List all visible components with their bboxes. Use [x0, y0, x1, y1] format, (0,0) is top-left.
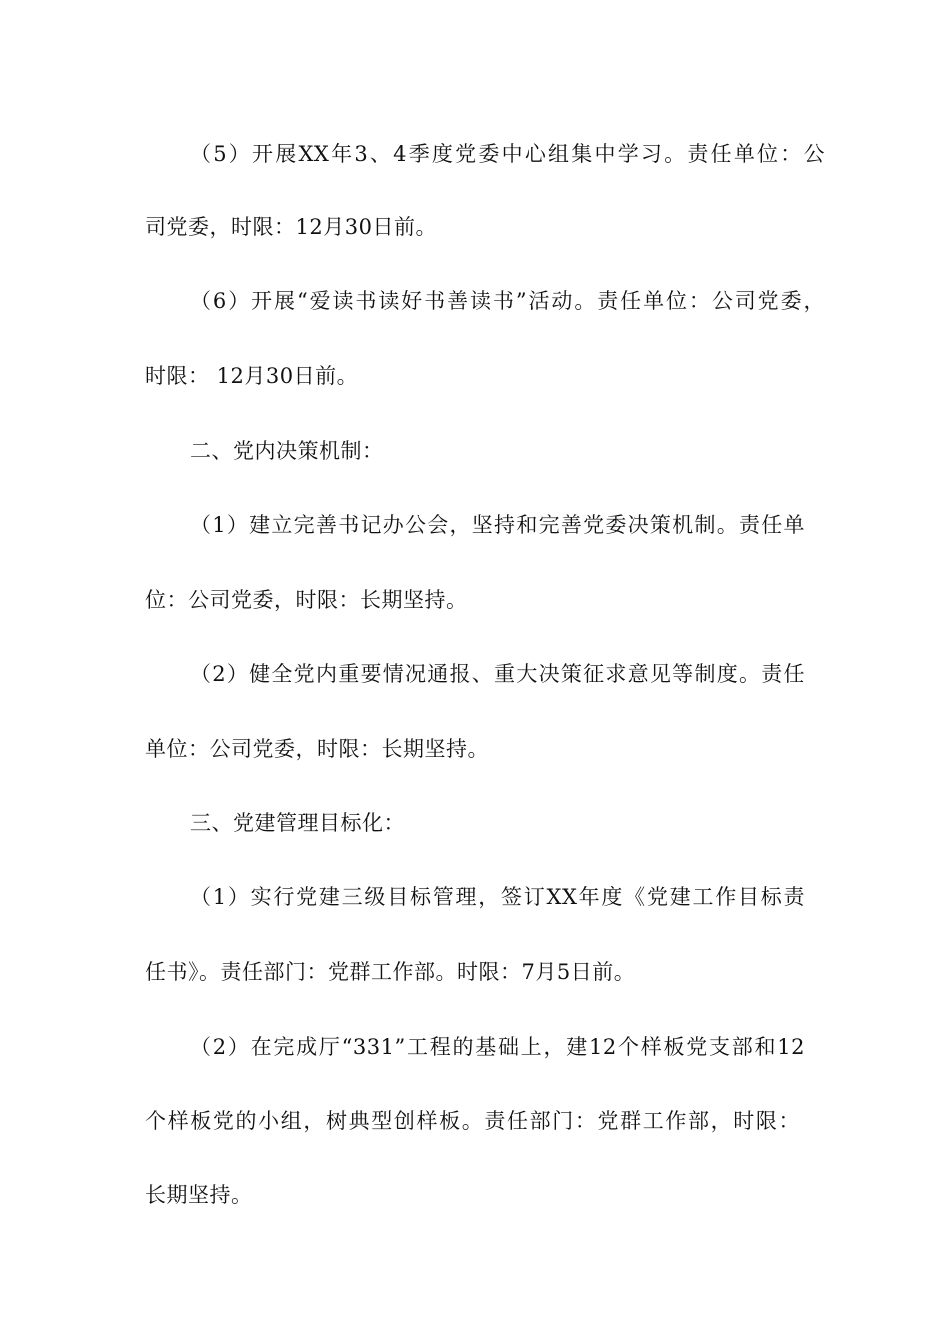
- paragraph-line: （2）健全党内重要情况通报、重大决策征求意见等制度。责任: [190, 662, 805, 686]
- section-heading: 三、党建管理目标化：: [190, 811, 405, 835]
- paragraph-line: 位：公司党委，时限：长期坚持。: [145, 588, 468, 612]
- section-heading: 二、党内决策机制：: [190, 439, 384, 463]
- paragraph-line: （1）实行党建三级目标管理，签订XX年度《党建工作目标责: [190, 885, 805, 909]
- paragraph-line: 司党委，时限：12月30日前。: [145, 215, 437, 239]
- paragraph-line: 时限： 12月30日前。: [145, 364, 359, 388]
- paragraph-line: （5）开展XX年3、4季度党委中心组集中学习。责任单位：公: [190, 142, 825, 166]
- paragraph-line: 单位：公司党委，时限：长期坚持。: [145, 737, 489, 761]
- paragraph-line: 个样板党的小组，树典型创样板。责任部门：党群工作部，时限：: [145, 1109, 800, 1133]
- paragraph-line: 任书》。责任部门：党群工作部。时限：7月5日前。: [145, 960, 636, 984]
- paragraph-line: （1）建立完善书记办公会，坚持和完善党委决策机制。责任单: [190, 513, 805, 537]
- paragraph-line: 长期坚持。: [145, 1183, 253, 1207]
- paragraph-line: （6）开展“爱读书读好书善读书”活动。责任单位：公司党委，: [190, 289, 825, 313]
- paragraph-line: （2）在完成厅“331”工程的基础上，建12个样板党支部和12: [190, 1035, 805, 1059]
